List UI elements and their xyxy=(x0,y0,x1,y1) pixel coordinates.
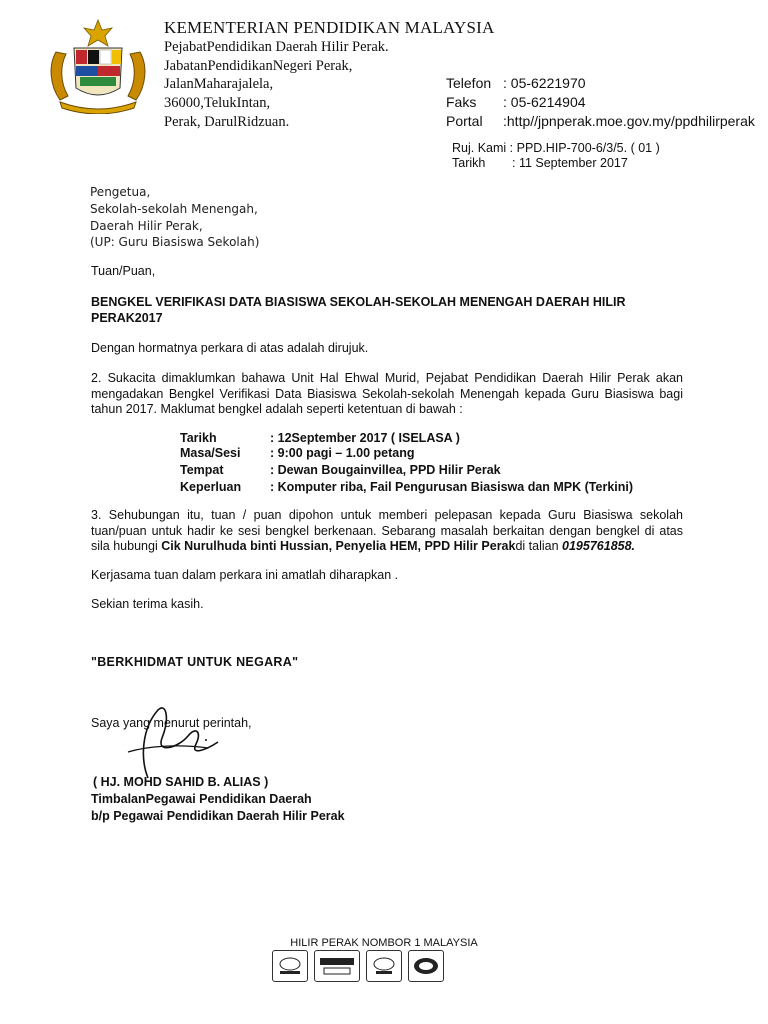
detail-value: : 9:00 pagi – 1.00 petang xyxy=(270,446,415,460)
detail-label: Keperluan xyxy=(180,480,242,494)
address-line: JalanMaharajalela, xyxy=(164,76,274,92)
signoff: Saya yang menurut perintah, xyxy=(91,716,252,730)
recipient-line: Sekolah-sekolah Menengah, xyxy=(90,202,258,216)
signatory-name: ( HJ. MOHD SAHID B. ALIAS ) xyxy=(93,775,269,789)
date-label: Tarikh xyxy=(452,156,486,170)
recipient-line: (UP: Guru Biasiswa Sekolah) xyxy=(90,235,260,249)
address-line: 36000,TelukIntan, xyxy=(164,95,271,111)
detail-value: : Dewan Bougainvillea, PPD Hilir Perak xyxy=(270,463,501,477)
recipient-line: Pengetua, xyxy=(90,185,151,199)
contact-value: : 05-6221970 xyxy=(503,75,586,91)
paragraph-3-mid: di talian xyxy=(515,539,563,553)
contact-label: Faks xyxy=(446,94,477,110)
detail-label: Tarikh xyxy=(180,431,217,445)
certification-badge-icon xyxy=(272,950,308,982)
contact-phone: 0195761858. xyxy=(562,539,636,553)
standards-badge-icon xyxy=(314,950,360,982)
paragraph-2: 2. Sukacita dimaklumkan bahawa Unit Hal Ehwal Murid, Pejabat Pendidikan Daerah Hilir Perak akan mengadakan Bengkel Verifikasi Data Biasiswa Sekolah-sekolah Menengah kepada Guru Biasiswa bagi tahun 2017. Maklumat bengkel adalah seperti ketentuan di bawah : xyxy=(91,371,683,416)
contact-label: Portal xyxy=(446,113,483,129)
iso-badge-icon xyxy=(408,950,444,982)
detail-label: Masa/Sesi xyxy=(180,446,241,460)
address-line: Perak, DarulRidzuan. xyxy=(164,114,290,130)
paragraph-1: Dengan hormatnya perkara di atas adalah dirujuk. xyxy=(91,341,369,355)
ref-label: Ruj. Kami : xyxy=(452,141,514,155)
certification-badges xyxy=(272,950,444,982)
contact-person: Cik Nurulhuda binti Hussian, Penyelia HEM, PPD Hilir Perak xyxy=(161,539,516,553)
detail-row xyxy=(180,463,501,477)
signatory-title: b/p Pegawai Pendidikan Daerah Hilir Perak xyxy=(91,809,345,823)
closing-text: Sekian terima kasih. xyxy=(91,597,204,611)
detail-row xyxy=(180,446,415,460)
reference-number xyxy=(452,141,660,155)
salutation: Tuan/Puan, xyxy=(91,264,156,278)
ref-value: PPD.HIP-700-6/3/5. ( 01 ) xyxy=(516,141,660,155)
contact-faks xyxy=(446,94,586,110)
contact-value: :http//jpnperak.moe.gov.my/ppdhilirperak xyxy=(503,113,755,129)
paragraph-3-text: 3. Sehubungan itu, tuan / puan dipohon untuk memberi pelepasan kepada Guru Biasiswa sekolah tuan/puan untuk hadir ke sesi bengkel berkenaan. Sebarang masalah berkaitan dengan bengkel di atas sila hubungi xyxy=(91,508,683,553)
motto: "BERKHIDMAT UNTUK NEGARA" xyxy=(91,655,299,669)
paragraph-3 xyxy=(91,508,683,555)
ministry-title: KEMENTERIAN PENDIDIKAN MALAYSIA xyxy=(164,18,495,37)
detail-row xyxy=(180,431,460,445)
contact-label: Telefon xyxy=(446,75,492,91)
quality-badge-icon xyxy=(366,950,402,982)
recipient-line: Daerah Hilir Perak, xyxy=(90,219,203,233)
contact-telefon xyxy=(446,75,586,91)
detail-row xyxy=(180,480,633,494)
detail-label: Tempat xyxy=(180,463,224,477)
footer-slogan: HILIR PERAK NOMBOR 1 MALAYSIA xyxy=(290,937,478,949)
address-line: JabatanPendidikanNegeri Perak, xyxy=(164,58,353,74)
contact-value: : 05-6214904 xyxy=(503,94,586,110)
letter-subject: BENGKEL VERIFIKASI DATA BIASISWA SEKOLAH-SEKOLAH MENENGAH DAERAH HILIR PERAK2017 xyxy=(91,295,626,325)
contact-portal xyxy=(446,113,755,129)
crest-logo xyxy=(42,16,154,114)
date-value: : 11 September 2017 xyxy=(512,156,628,170)
detail-value: : 12September 2017 ( ISELASA ) xyxy=(270,431,460,445)
signatory-title: TimbalanPegawai Pendidikan Daerah xyxy=(91,792,312,806)
detail-value: : Komputer riba, Fail Pengurusan Biasiswa dan MPK (Terkini) xyxy=(270,480,634,494)
paragraph-4: Kerjasama tuan dalam perkara ini amatlah diharapkan . xyxy=(91,568,399,582)
reference-date xyxy=(452,156,628,170)
address-line: PejabatPendidikan Daerah Hilir Perak. xyxy=(164,39,389,55)
